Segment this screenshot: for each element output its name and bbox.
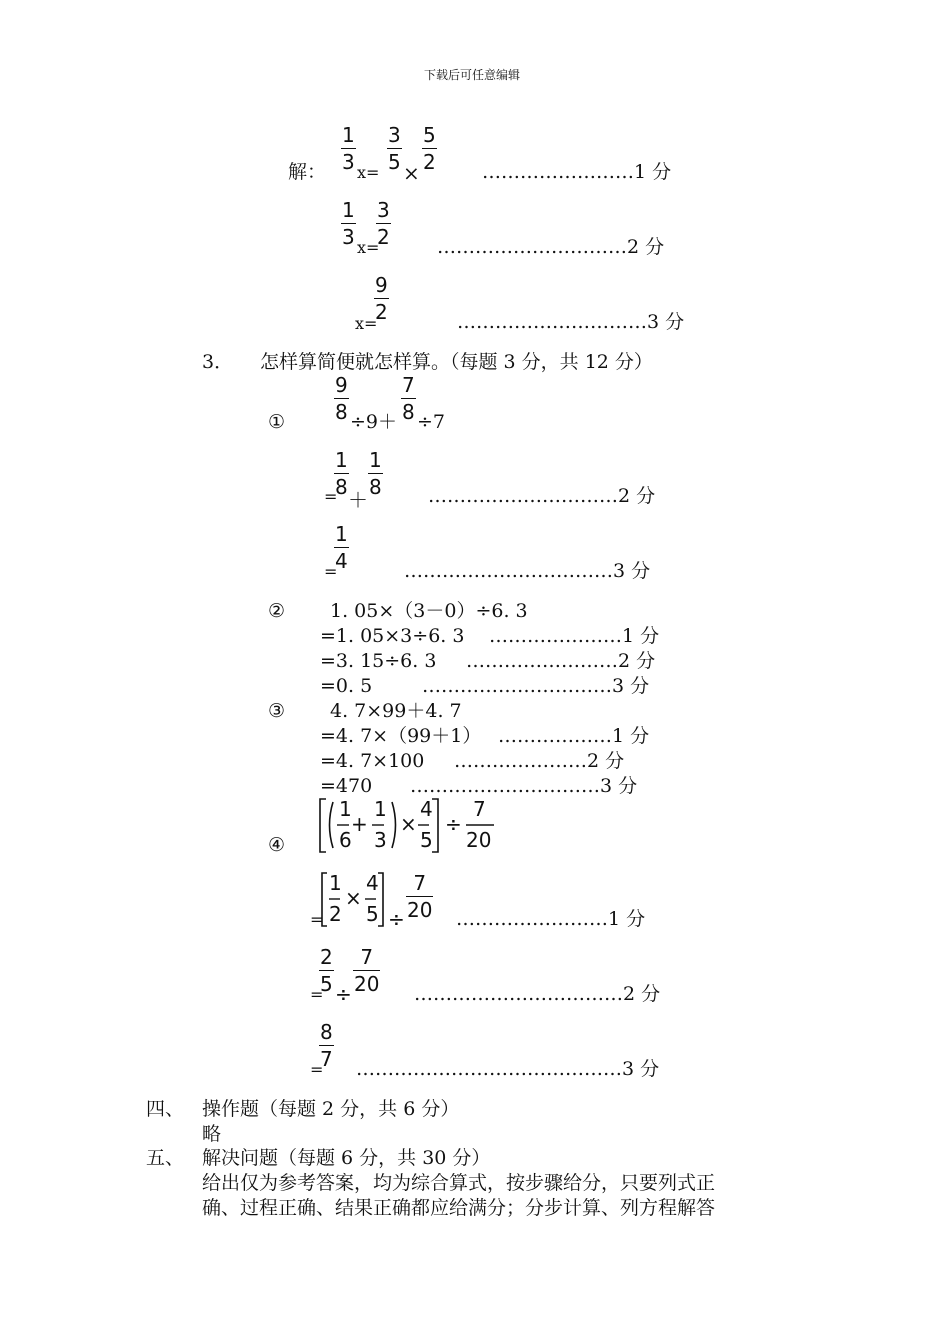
item-marker: ③ [268,700,286,722]
section-body: 略 [202,1123,222,1145]
score-dots: ………………1 分 [498,725,650,747]
section-title: 操作题（每题 2 分，共 6 分） [202,1098,460,1120]
score-dots: ……………………………2 分 [414,983,661,1005]
step-text: =3. 15÷6. 3 [320,650,437,672]
step-text: =1. 05×3÷6. 3 [320,625,465,647]
section-body: 给出仅为参考答案，均为综合算式，按步骤给分，只要列式正 [202,1172,716,1194]
fraction-numerator: 7 [473,797,486,821]
score-dots: …………………………2 分 [428,485,656,507]
section-number: 四、 [146,1098,185,1120]
fraction-denominator: 3 [374,828,387,852]
fraction: $\frac{1}{8}$ [369,448,382,499]
fraction-numerator: 1 [374,797,387,821]
equals-sign: = [310,910,324,929]
fraction: $\frac{1}{4}$ [335,522,348,573]
equals-sign: = [310,1060,324,1079]
equals-sign: = [324,562,338,581]
score-dots: ……………………………3 分 [404,560,651,582]
fraction-numerator: 4 [366,871,379,895]
divide-sign: ÷ [388,907,405,931]
score-dots: ……………………1 分 [456,908,646,930]
fraction: $\frac{1}{3}$ [342,198,355,249]
fraction: $\frac{7}{8}$ [402,373,415,424]
question-title: 怎样算简便就怎样算。（每题 3 分，共 12 分） [260,351,653,373]
score-dots: …………………………2 分 [437,236,665,258]
step-text: =0. 5 [320,675,373,697]
score-dots: ……………………2 分 [466,650,656,672]
equals-sign: = [310,985,324,1004]
item-marker: ② [268,600,286,622]
score-dots: …………………………3 分 [410,775,638,797]
expression-text: ÷9＋ [350,411,398,433]
section-number: 五、 [146,1147,185,1169]
divide-sign: ÷ [335,982,352,1006]
fraction-numerator: 1 [329,871,342,895]
variable-x: x= [355,314,378,333]
times-sign: × [345,886,362,910]
plus-sign: ＋ [348,488,368,512]
fraction: $\frac{7}{20}$ [407,871,433,922]
divide-sign: ÷ [445,812,462,836]
fraction: $\frac{8}{7}$ [320,1020,333,1071]
score-dots: …………………2 分 [454,750,625,772]
section-body: 确、过程正确、结果正确都应给满分；分步计算、列方程解答 [202,1197,716,1219]
section-title: 解决问题（每题 6 分，共 30 分） [202,1147,491,1169]
fraction: $\frac{9}{2}$ [375,273,388,324]
variable-x: x= [357,163,380,182]
times-sign: × [403,161,420,185]
score-dots: ……………………1 分 [482,161,672,183]
plus-sign: + [351,812,368,836]
fraction: $\frac{3}{5}$ [388,123,401,174]
fraction: $\frac{1}{3}$ [342,123,355,174]
question-number: 3． [202,351,234,373]
fraction: $\frac{1}{8}$ [335,448,348,499]
fraction-denominator: 5 [420,828,433,852]
variable-x: x= [357,238,380,257]
solution-label: 解： [288,161,327,183]
score-dots: …………………1 分 [489,625,660,647]
step-text: =4. 7×（99＋1） [320,725,482,747]
score-dots: …………………………3 分 [457,311,685,333]
expression-text: 4. 7×99＋4. 7 [330,700,462,722]
fraction-numerator: 1 [339,797,352,821]
fraction-denominator: 5 [366,902,379,926]
score-dots: ……………………………………3 分 [356,1058,660,1080]
fraction-numerator: 4 [420,797,433,821]
item-marker: ④ [268,834,286,856]
step-text: =4. 7×100 [320,750,425,772]
expression-text: ÷7 [417,411,446,433]
fraction-denominator: 2 [329,902,342,926]
fraction-denominator: 20 [466,828,492,852]
expression-text: 1. 05×（3－0）÷6. 3 [330,600,528,622]
page-header: 下载后可任意编辑 [424,68,521,82]
times-sign: × [400,812,417,836]
fraction: $\frac{5}{2}$ [423,123,436,174]
fraction: $\frac{3}{2}$ [377,198,390,249]
fraction: $\frac{9}{8}$ [335,373,348,424]
fraction-denominator: 6 [339,828,352,852]
item-marker: ① [268,411,286,433]
score-dots: …………………………3 分 [422,675,650,697]
fraction: $\frac{7}{20}$ [354,945,380,996]
step-text: =470 [320,775,373,797]
fraction: $\frac{2}{5}$ [320,945,333,996]
equals-sign: = [324,487,338,506]
